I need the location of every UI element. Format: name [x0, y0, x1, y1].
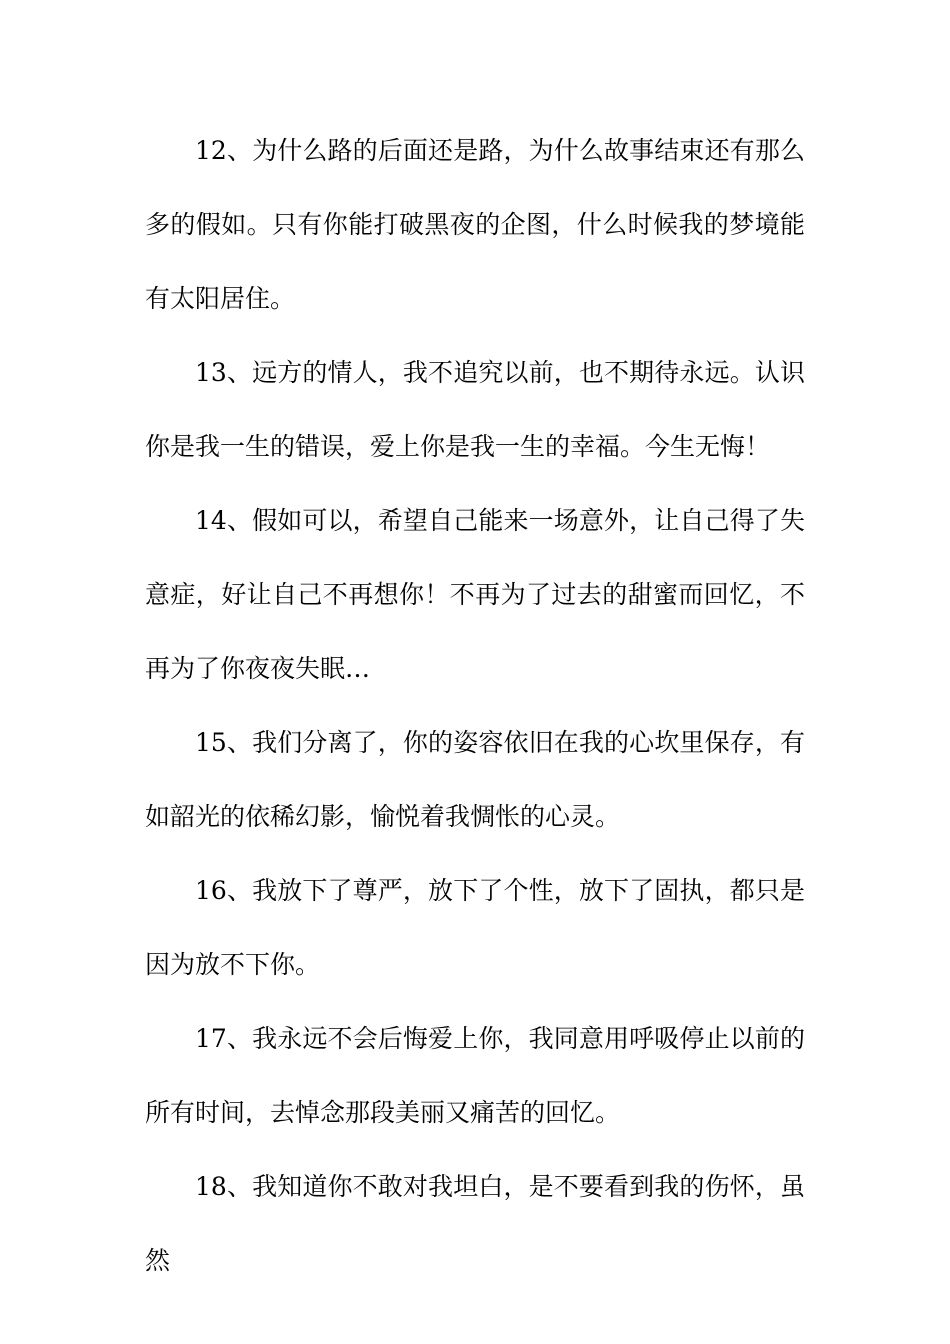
- paragraph-15: 15、我们分离了，你的姿容依旧在我的心坎里保存，有如韶光的依稀幻影，愉悦着我惆怅的心灵。: [145, 728, 805, 831]
- paragraph-18: 18、我知道你不敢对我坦白，是不要看到我的伤怀，虽然: [145, 1172, 805, 1275]
- paragraph-17: 17、我永远不会后悔爱上你，我同意用呼吸停止以前的所有时间，去悼念那段美丽又痛苦的回忆。: [145, 1024, 805, 1127]
- paragraph-12: 12、为什么路的后面还是路，为什么故事结束还有那么多的假如。只有你能打破黑夜的企图，什么时候我的梦境能有太阳居住。: [145, 136, 805, 313]
- document-body: [145, 114, 805, 1298]
- paragraph-13: 13、远方的情人，我不追究以前，也不期待永远。认识你是我一生的错误，爱上你是我一生的幸福。今生无悔！: [145, 358, 805, 461]
- paragraph-16: 16、我放下了尊严，放下了个性，放下了固执，都只是因为放不下你。: [145, 876, 805, 979]
- paragraph-14: 14、假如可以，希望自己能来一场意外，让自己得了失意症，好让自己不再想你！不再为了过去的甜蜜而回忆，不再为了你夜夜失眠…: [145, 506, 805, 683]
